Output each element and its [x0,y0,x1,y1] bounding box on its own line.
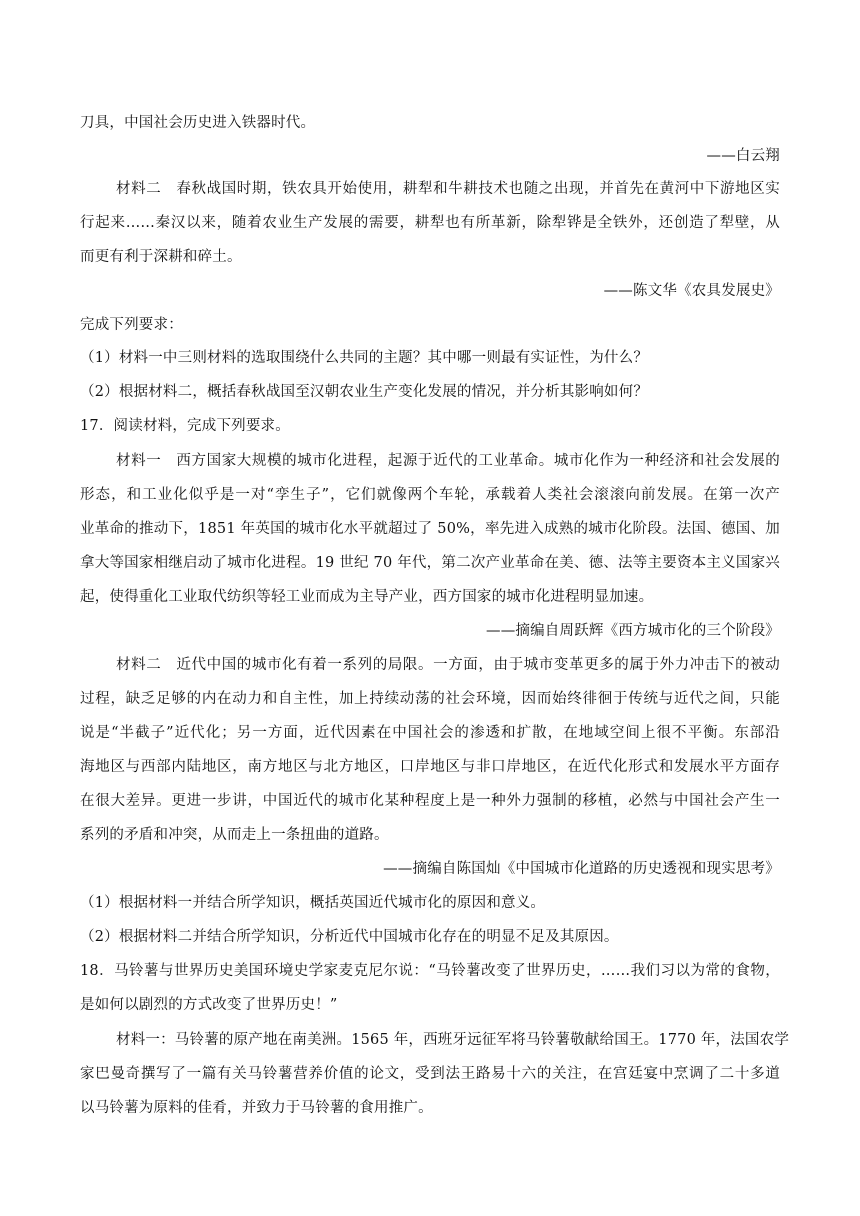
material-paragraph: 形态，和工业化似乎是一对“孪生子”，它们就像两个车轮，承载着人类社会滚滚向前发展。在第一次产 [80,487,780,503]
instruction-text: 完成下列要求： [80,317,183,333]
text-line: 刀具，中国社会历史进入铁器时代。 [80,115,316,131]
material-paragraph: 系列的矛盾和冲突，从而走上一条扭曲的道路。 [80,827,389,843]
question-item: （2）根据材料二并结合所学知识，分析近代中国城市化存在的明显不足及其原因。 [80,929,619,945]
question-heading: 18．马铃薯与世界历史美国环境史学家麦克尼尔说：“马铃薯改变了世界历史，……我们习以为常的食物， [80,963,780,979]
material-paragraph: 材料一 西方国家大规模的城市化进程，起源于近代的工业革命。城市化作为一种经济和社会发展的 [116,453,780,469]
material-paragraph: 以马铃薯为原料的佳肴，并致力于马铃薯的食用推广。 [80,1100,433,1116]
source-attribution: ——白云翔 [706,148,780,164]
material-paragraph: 过程，缺乏足够的内在动力和自主性，加上持续动荡的社会环境，因而始终徘徊于传统与近代之间，只能 [80,691,780,707]
material-paragraph: 材料二 近代中国的城市化有着一系列的局限。一方面，由于城市变革更多的属于外力冲击下的被动 [116,657,780,673]
question-heading: 是如何以剧烈的方式改变了世界历史！” [80,997,338,1013]
question-item: （1）材料一中三则材料的选取围绕什么共同的主题？其中哪一则最有实证性，为什么？ [80,350,649,366]
material-paragraph: 拿大等国家相继启动了城市化进程。19 世纪 70 年代，第二次产业革命在美、德、法等主要资本主义国家兴 [80,555,780,571]
question-item: （2）根据材料二，概括春秋战国至汉朝农业生产变化发展的情况，并分析其影响如何？ [80,384,649,400]
material-paragraph: 海地区与西部内陆地区，南方地区与北方地区，口岸地区与非口岸地区，在近代化形式和发展水平方面存 [80,759,780,775]
question-heading: 17．阅读材料，完成下列要求。 [80,418,290,434]
source-attribution: ——陈文华《农具发展史》 [603,283,780,299]
material-paragraph: 说是“半截子”近代化；另一方面，近代因素在中国社会的渗透和扩散，在地域空间上很不平衡。东部沿 [80,725,780,741]
source-attribution: ——摘编自周跃辉《西方城市化的三个阶段》 [486,623,780,639]
material-paragraph: 家巴曼奇撰写了一篇有关马铃薯营养价值的论文，受到法王路易十六的关注，在宫廷宴中烹调了二十多道 [80,1066,780,1082]
material-paragraph: 在很大差异。更进一步讲，中国近代的城市化某种程度上是一种外力强制的移植，必然与中国社会产生一 [80,793,780,809]
material-paragraph: 行起来……秦汉以来，随着农业生产发展的需要，耕犁也有所革新，除犁铧是全铁外，还创造了犁壁，从 [80,215,780,231]
source-attribution: ——摘编自陈国灿《中国城市化道路的历史透视和现实思考》 [383,861,780,877]
material-paragraph: 材料一：马铃薯的原产地在南美洲。1565 年，西班牙远征军将马铃薯敬献给国王。1770 年，法国农学 [116,1032,790,1048]
material-paragraph: 材料二 春秋战国时期，铁农具开始使用，耕犁和牛耕技术也随之出现，并首先在黄河中下游地区实 [116,181,780,197]
question-item: （1）根据材料一并结合所学知识，概括英国近代城市化的原因和意义。 [80,895,546,911]
material-paragraph: 起，使得重化工业取代纺织等轻工业而成为主导产业，西方国家的城市化进程明显加速。 [80,589,654,605]
material-paragraph: 业革命的推动下，1851 年英国的城市化水平就超过了 50%，率先进入成熟的城市化阶段。法国、德国、加 [80,521,780,537]
material-paragraph: 而更有利于深耕和碎土。 [80,249,242,265]
